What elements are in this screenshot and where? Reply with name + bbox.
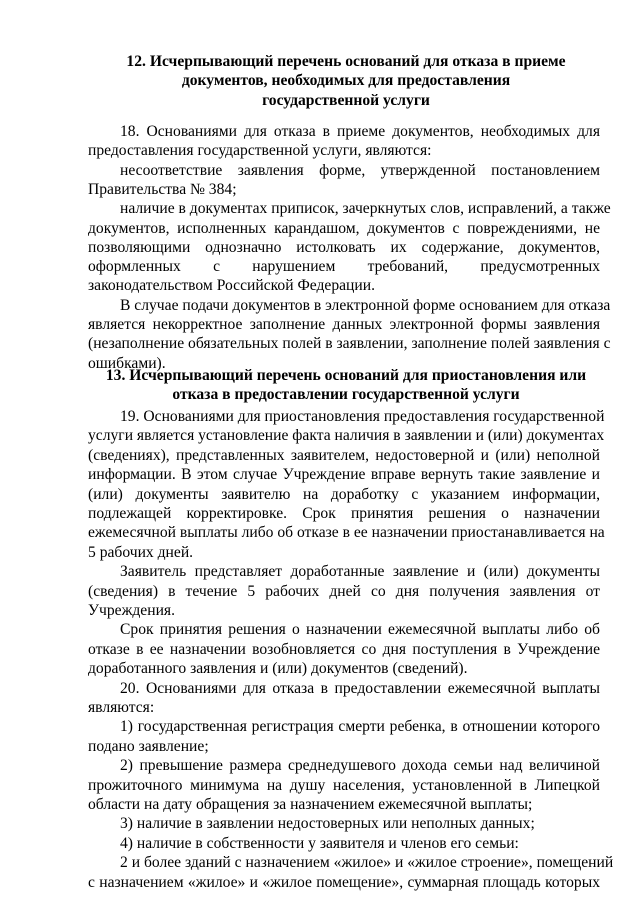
heading-line: 12. Исчерпывающий перечень оснований для отказа в приеме (126, 53, 566, 70)
text-line: отказе в ее назначении возобновляется со дня поступления в Учреждение (88, 640, 600, 658)
text-line: 2) превышение размера среднедушевого дохода семьи над величиной (120, 757, 600, 775)
text-line: (сведения) в течение 5 рабочих дней со дня получения заявления от (88, 582, 600, 600)
text-line: является некорректное заполнение данных электронной формы заявления (88, 316, 600, 333)
text-line: 18. Основаниями для отказа в приеме документов, необходимых для (120, 123, 600, 140)
text-line: услуги является установление факта наличия в заявлении и (или) документах (88, 427, 605, 445)
heading-line: государственной услуги (262, 91, 430, 109)
text-line: оформленных с нарушением требований, предусмотренных (88, 258, 600, 276)
text-line: предоставления государственной услуги, являются: (88, 142, 432, 160)
text-line: 2 и более зданий с назначением «жилое» и «жилое строение», помещений (120, 854, 614, 872)
section-13-heading (88, 366, 604, 405)
text-line: Срок принятия решения о назначении ежемесячной выплаты либо об (120, 621, 600, 639)
text-line: информации. В этом случае Учреждение вправе вернуть такие заявление и (88, 466, 600, 484)
section-12-heading (88, 52, 604, 110)
text-line: В случае подачи документов в электронной форме основанием для отказа (120, 296, 611, 314)
text-line: позволяющими однозначно истолковать их содержание, документов, (88, 238, 600, 256)
text-line: подлежащей корректировке. Срок принятия решения о назначении (88, 505, 600, 522)
text-line: 20. Основаниями для отказа в предоставлении ежемесячной выплаты (120, 679, 600, 697)
text-line: (незаполнение обязательных полей в заявлении, заполнение полей заявления с (88, 335, 611, 353)
text-line: ежемесячной выплаты либо об отказе в ее назначении приостанавливается на (88, 524, 605, 542)
text-line: прожиточного минимума на душу населения, установленной в Липецкой (88, 776, 600, 794)
text-line: доработанного заявления и (или) документов (сведений). (88, 660, 468, 678)
text-line: области на дату обращения за назначением ежемесячной выплаты; (88, 796, 533, 813)
text-line: подано заявление; (88, 737, 209, 755)
text-line: Заявитель представляет доработанные заявление и (или) документы (120, 563, 600, 581)
text-line: Учреждения. (88, 602, 175, 619)
text-line: документов, исполненных карандашом, документов с повреждениями, не (88, 219, 600, 237)
text-line: наличие в документах приписок, зачеркнутых слов, исправлений, а также (120, 200, 611, 218)
text-line: Правительства № 384; (88, 180, 237, 198)
text-line: несоответствие заявления форме, утвержденной постановлением (120, 161, 600, 179)
heading-line: 13. Исчерпывающий перечень оснований для приостановления или (105, 367, 587, 384)
text-line: 5 рабочих дней. (88, 543, 194, 561)
text-line: 4) наличие в собственности у заявителя и членов его семьи: (120, 834, 519, 852)
heading-line: отказа в предоставлении государственной услуги (172, 386, 520, 404)
text-line: (или) документы заявителю на доработку с указанием информации, (88, 485, 600, 503)
text-line: ошибками). (88, 354, 166, 372)
text-line: являются: (88, 699, 155, 716)
text-line: 1) государственная регистрация смерти ребенка, в отношении которого (120, 718, 600, 736)
text-line: законодательством Российской Федерации. (88, 277, 375, 295)
text-line: 19. Основаниями для приостановления предоставления государственной (120, 408, 605, 425)
heading-line: документов, необходимых для предоставления (181, 72, 511, 90)
text-line: с назначением «жилое» и «жилое помещение», суммарная площадь которых (88, 873, 600, 891)
text-line: 3) наличие в заявлении недостоверных или неполных данных; (120, 815, 535, 833)
text-line: (сведениях), представленных заявителем, недостоверной и (или) неполной (88, 446, 600, 464)
